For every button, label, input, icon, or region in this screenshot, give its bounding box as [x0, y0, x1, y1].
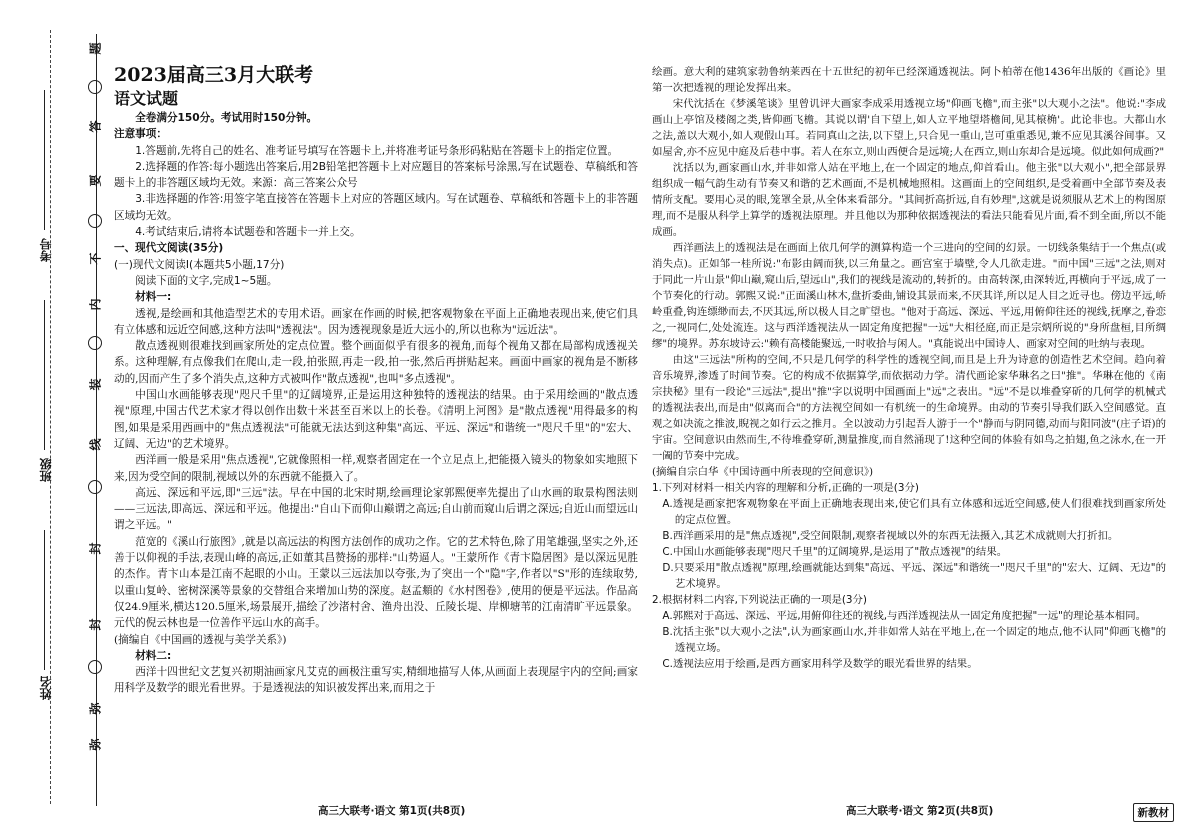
material-paragraph: 西洋画法上的透视法是在画面上依几何学的测算构造一个三进向的空间的幻景。一切线条集结于一个焦点(或消失点)。正如邹一桂所说:"布影由阔而狭,以三角量之。画宫室于墙壁,令人几欲走进。"而中国"三远"之法,则对于同此一片山景"仰山巅,窥山后,望远山",我们的视线是流动的,转折的。由高转深,由深转近,再横向于平远,成了一个节奏化的行动。郭熙又说:"正面溪山林木,盘折委曲,铺设其景而来,不厌其详,所以足人目之近寻也。傍边平远,峤岭重叠,钩连缥缈而去,不厌其远,所以极人目之旷望也。"他对于高远、深远、平远,用俯仰往还的视线,抚摩之,眷恋之,一视同仁,处处流连。这与西洋透视法从一固定角度把握"一远"大相径庭,而正是宗炳所说的"身所盘桓,目所绸缪"的境界。苏东坡诗云:"赖有高楼能聚远,一时收拾与闲人。"真能说出中国诗人、画家对空间的吐纳与表现。 — [652, 242, 1166, 350]
seal-char: 答 — [88, 120, 103, 133]
section-heading: 一、现代文阅读(35分) — [114, 242, 224, 255]
notice-item: 3.非选择题的作答:用签字笔直接答在答题卡上对应的答题区域内。写在试题卷、草稿纸和答题卡上的非答题区域均无效。 — [114, 193, 638, 222]
material-label: 材料二: — [135, 649, 172, 662]
page-2-footer: 高三大联考·语文 第2页(共8页) — [846, 805, 994, 817]
subject-title: 语文试题 — [114, 89, 179, 108]
seal-circle — [76, 214, 114, 228]
material-paragraph: 沈括以为,画家画山水,并非如常人站在平地上,在一个固定的地点,仰首看山。他主张"以大观小",把全部景界组织成一幅气韵生动有节奏又和谐的艺术画面,不是机械地照相。这画面上的空间组织,是受着画中全部节奏及表情所支配。要用心灵的眼,笼罩全景,从全体来看部分。"其间折高折远,自有妙理",这就是说须服从艺术上的构图原理,而不是服从科学上算学的透视法原理。并且他以为那种依据透视法的看法只能看见片面,看不到全面,所以不能成画。 — [652, 162, 1166, 238]
seal-char: 线 — [88, 438, 103, 451]
score-info: 全卷满分150分。考试用时150分钟。 — [135, 112, 318, 124]
page-1-column — [114, 62, 638, 697]
question-2-option-c: C.透视法应用于绘画,是西方画家用科学及数学的眼光看世界的结果。 — [662, 658, 978, 670]
material-paragraph: 散点透视则很难找到画家所处的定点位置。整个画面似乎有很多的视角,而每个视角又都在局部构成透视关系。这种理解,有点像我们在爬山,走一段,拍张照,再走一段,拍一张,然后再拼贴起来。画面中画家的视角是不断移动的,因而产生了多个消失点,这种方式被叫作"散点透视",也叫"多点透视"。 — [114, 340, 638, 385]
name-label: 姓名 — [39, 676, 53, 700]
instruction: 阅读下面的文字,完成1~5题。 — [135, 274, 278, 287]
material-paragraph: 透视,是绘画和其他造型艺术的专用术语。画家在作画的时候,把客观物象在平面上正确地表现出来,使它们具有立体感和远近空间感,这种方法叫"透视法"。因为透视现象是近大远小的,所以也称为"远近法"。 — [114, 307, 638, 336]
question-1-option-b: B.西洋画采用的是"焦点透视",受空间限制,观察者视域以外的东西无法摄入,其艺术成就则大打折扣。 — [662, 530, 1119, 542]
seal-char: 封 — [88, 542, 103, 555]
material-paragraph: 高远、深远和平远,即"三远"法。早在中国的北宋时期,绘画理论家郭熙便率先提出了山水画的取景构图法则——三远法,即高远、深远和平远。他提出:"自山下而仰山巅谓之高远;自山前而窥山后谓之深远;自近山而望远山谓之平远。" — [114, 486, 638, 532]
notice-item: 4.考试结束后,请将本试题卷和答题卡一并上交。 — [135, 226, 361, 239]
material-paragraph: 由这"三远法"所构的空间,不只是几何学的科学性的透视空间,而且是上升为诗意的创造性艺术空间。趋向着音乐境界,渗透了时间节奏。它的构成不依据算学,而依据动力学。清代画论家华琳名之曰"推"。华琳在他的《南宗抉秘》里有一段论"三远法",提出"推"字以说明中国画面上"远"之表出。"远"不是以堆叠穿斫的几何学的机械式的透视法表出,而是由"似离而合"的方法视空间如一有机统一的生命境界。由动的节奏引导我们跃入空间感觉。直观之如决流之推波,睨视之如行云之推月。全以波动力引起吾人游于一个"静而与阴同德,动而与阳同波"(庄子语)的宇宙。空间意识由然而生,不待堆叠穿斫,测量推度,而自然涌现了!这种空间的体验有如鸟之拍翅,鱼之泳水,在一开一阖的节奏中完成。 — [652, 354, 1166, 462]
material-paragraph: 宋代沈括在《梦溪笔谈》里曾讥评大画家李成采用透视立场"仰画飞檐",而主张"以大观小之法"。他说:"李成画山上亭馆及楼阁之类,皆仰画飞檐。其说以谓'自下望上,如人立平地望塔檐间,见其榱桷'。此论非也。大都山水之法,盖以大观小,如人观假山耳。若同真山之法,以下望上,只合见一重山,岂可重重悉见,兼不应见其溪谷间事。又如屋舍,亦不应见中庭及后巷中事。若人在东立,则山西便合是远境;人在西立,则山东却合是远境。似此如何成画?" — [652, 98, 1166, 158]
seal-char: 弥 — [88, 702, 103, 715]
seal-char: 不 — [88, 252, 103, 265]
class-field-line[interactable] — [44, 300, 45, 450]
page-2-column — [652, 64, 1166, 672]
seal-char: 弥 — [88, 738, 103, 751]
notice-item: 1.答题前,先将自己的姓名、准考证号填写在答题卡上,并将准考证号条形码粘贴在答题卡上的指定位置。 — [135, 144, 619, 157]
name-field-line[interactable] — [44, 530, 45, 670]
seal-circle — [76, 480, 114, 494]
material-paragraph: 西洋十四世纪文艺复兴初期油画家凡艾克的画极注重写实,精细地描写人体,从画面上表现屋宇内的空间;画家用科学及数学的眼光看世界。于是透视法的知识被发挥出来,而用之于 — [114, 666, 638, 695]
seal-circle — [76, 80, 114, 94]
material-paragraph: 绘画。意大利的建筑家勃鲁纳莱西在十五世纪的初年已经深通透视法。阿卜柏蒂在他1436年出版的《画论》里第一次把透视的理论发挥出来。 — [652, 66, 1166, 94]
seal-char: 封 — [88, 618, 103, 631]
seal-char: 内 — [88, 298, 103, 311]
seal-char: 装 — [88, 378, 103, 391]
new-textbook-badge: 新教材 — [1133, 803, 1175, 822]
material-label: 材料一: — [135, 291, 172, 304]
notice-heading: 注意事项： — [114, 128, 167, 141]
material-paragraph: 范宽的《溪山行旅图》,就是以高远法的构图方法创作的成功之作。它的艺术特色,除了用笔雄强,坚实之外,还善于以仰视的手法,表现山峰的高远,正如董其昌赞扬的那样:"山势逼人。"王蒙所作《青卞隐居图》是以深远见胜的杰作。青卞山本是江南不起眼的小山。王蒙以三远法加以夸张,为了突出一个"隐"字,作者以"S"形的连续取势,以重山复岭、密树深溪等景象的交替组合来增加山势的深度。赵孟頫的《水村图卷》,使用的便是平远法。作品高仅24.9厘米,横达120.5厘米,场景展开,描绘了沙渚村舍、渔舟出没、丘陵长堤、岸柳塘苇的江南清旷平远景象。元代的倪云林也是一位善作平远山水的高手。 — [114, 535, 638, 630]
exam-number-field-line[interactable] — [44, 90, 45, 230]
seal-char: 要 — [88, 174, 103, 187]
subsection-heading: (一)现代文阅读Ⅰ(本题共5小题,17分) — [114, 258, 285, 271]
source-citation: (摘编自宗白华《中国诗画中所表现的空间意识》) — [652, 466, 874, 478]
notice-item: 2.选择题的作答:每小题选出答案后,用2B铅笔把答题卡上对应题目的答案标号涂黑,写在试题卷、草稿纸和答题卡上的非答题区域均无效。来源：高三答案公众号 — [114, 160, 638, 190]
seal-circle — [76, 660, 114, 674]
question-1: 1.下列对材料一相关内容的理解和分析,正确的一项是(3分) — [652, 482, 919, 494]
question-2: 2.根据材料二内容,下列说法正确的一项是(3分) — [652, 594, 867, 606]
source-citation: (摘编自《中国画的透视与美学关系》) — [114, 633, 287, 646]
question-1-option-c: C.中国山水画能够表现"咫尺千里"的辽阔境界,是运用了"散点透视"的结果。 — [662, 546, 1008, 558]
exam-number-label: 考号 — [39, 238, 53, 262]
binding-margin — [0, 0, 112, 832]
question-1-option-a: A.透视是画家把客观物象在平面上正确地表现出来,使它们具有立体感和远近空间感,使人们很难找到画家所处的定点位置。 — [662, 498, 1166, 526]
material-paragraph: 西洋画一般是采用"焦点透视",它就像照相一样,观察者固定在一个立足点上,把能摄入镜头的物象如实地照下来,因为受空间的限制,视域以外的东西就不能摄入了。 — [114, 454, 638, 483]
question-2-option-b: B.沈括主张"以大观小之法",认为画家画山水,并非如常人站在平地上,在一个固定的地点,他不认同"仰画飞檐"的透视立场。 — [662, 626, 1166, 654]
seal-circle — [76, 336, 114, 350]
page-1-footer: 高三大联考·语文 第1页(共8页) — [318, 805, 466, 817]
seal-char: 题 — [88, 42, 103, 55]
exam-title: 2023届高三3月大联考 — [114, 64, 314, 86]
question-2-option-a: A.郭熙对于高远、深远、平远,用俯仰往还的视线,与西洋透视法从一固定角度把握"一远"的理论基本相同。 — [662, 610, 1146, 622]
material-paragraph: 中国山水画能够表现"咫尺千里"的辽阔境界,正是运用这种独特的透视法的结果。由于采用绘画的"散点透视"原理,中国古代艺术家才得以创作出数十米甚至百米以上的长卷。《清明上河图》是"散点透视"用得最多的构图,如果是采用西画中的"焦点透视法"可能就无法达到这种集"高远、平远、深远"和谐统一"咫尺千里"的"宏大、辽阔、无边"的艺术境界。 — [114, 389, 638, 450]
class-label: 班级 — [39, 458, 53, 482]
question-1-option-d: D.只要采用"散点透视"原理,绘画就能达到集"高远、平远、深远"和谐统一"咫尺千里"的"宏大、辽阔、无边"的艺术境界。 — [662, 562, 1166, 590]
